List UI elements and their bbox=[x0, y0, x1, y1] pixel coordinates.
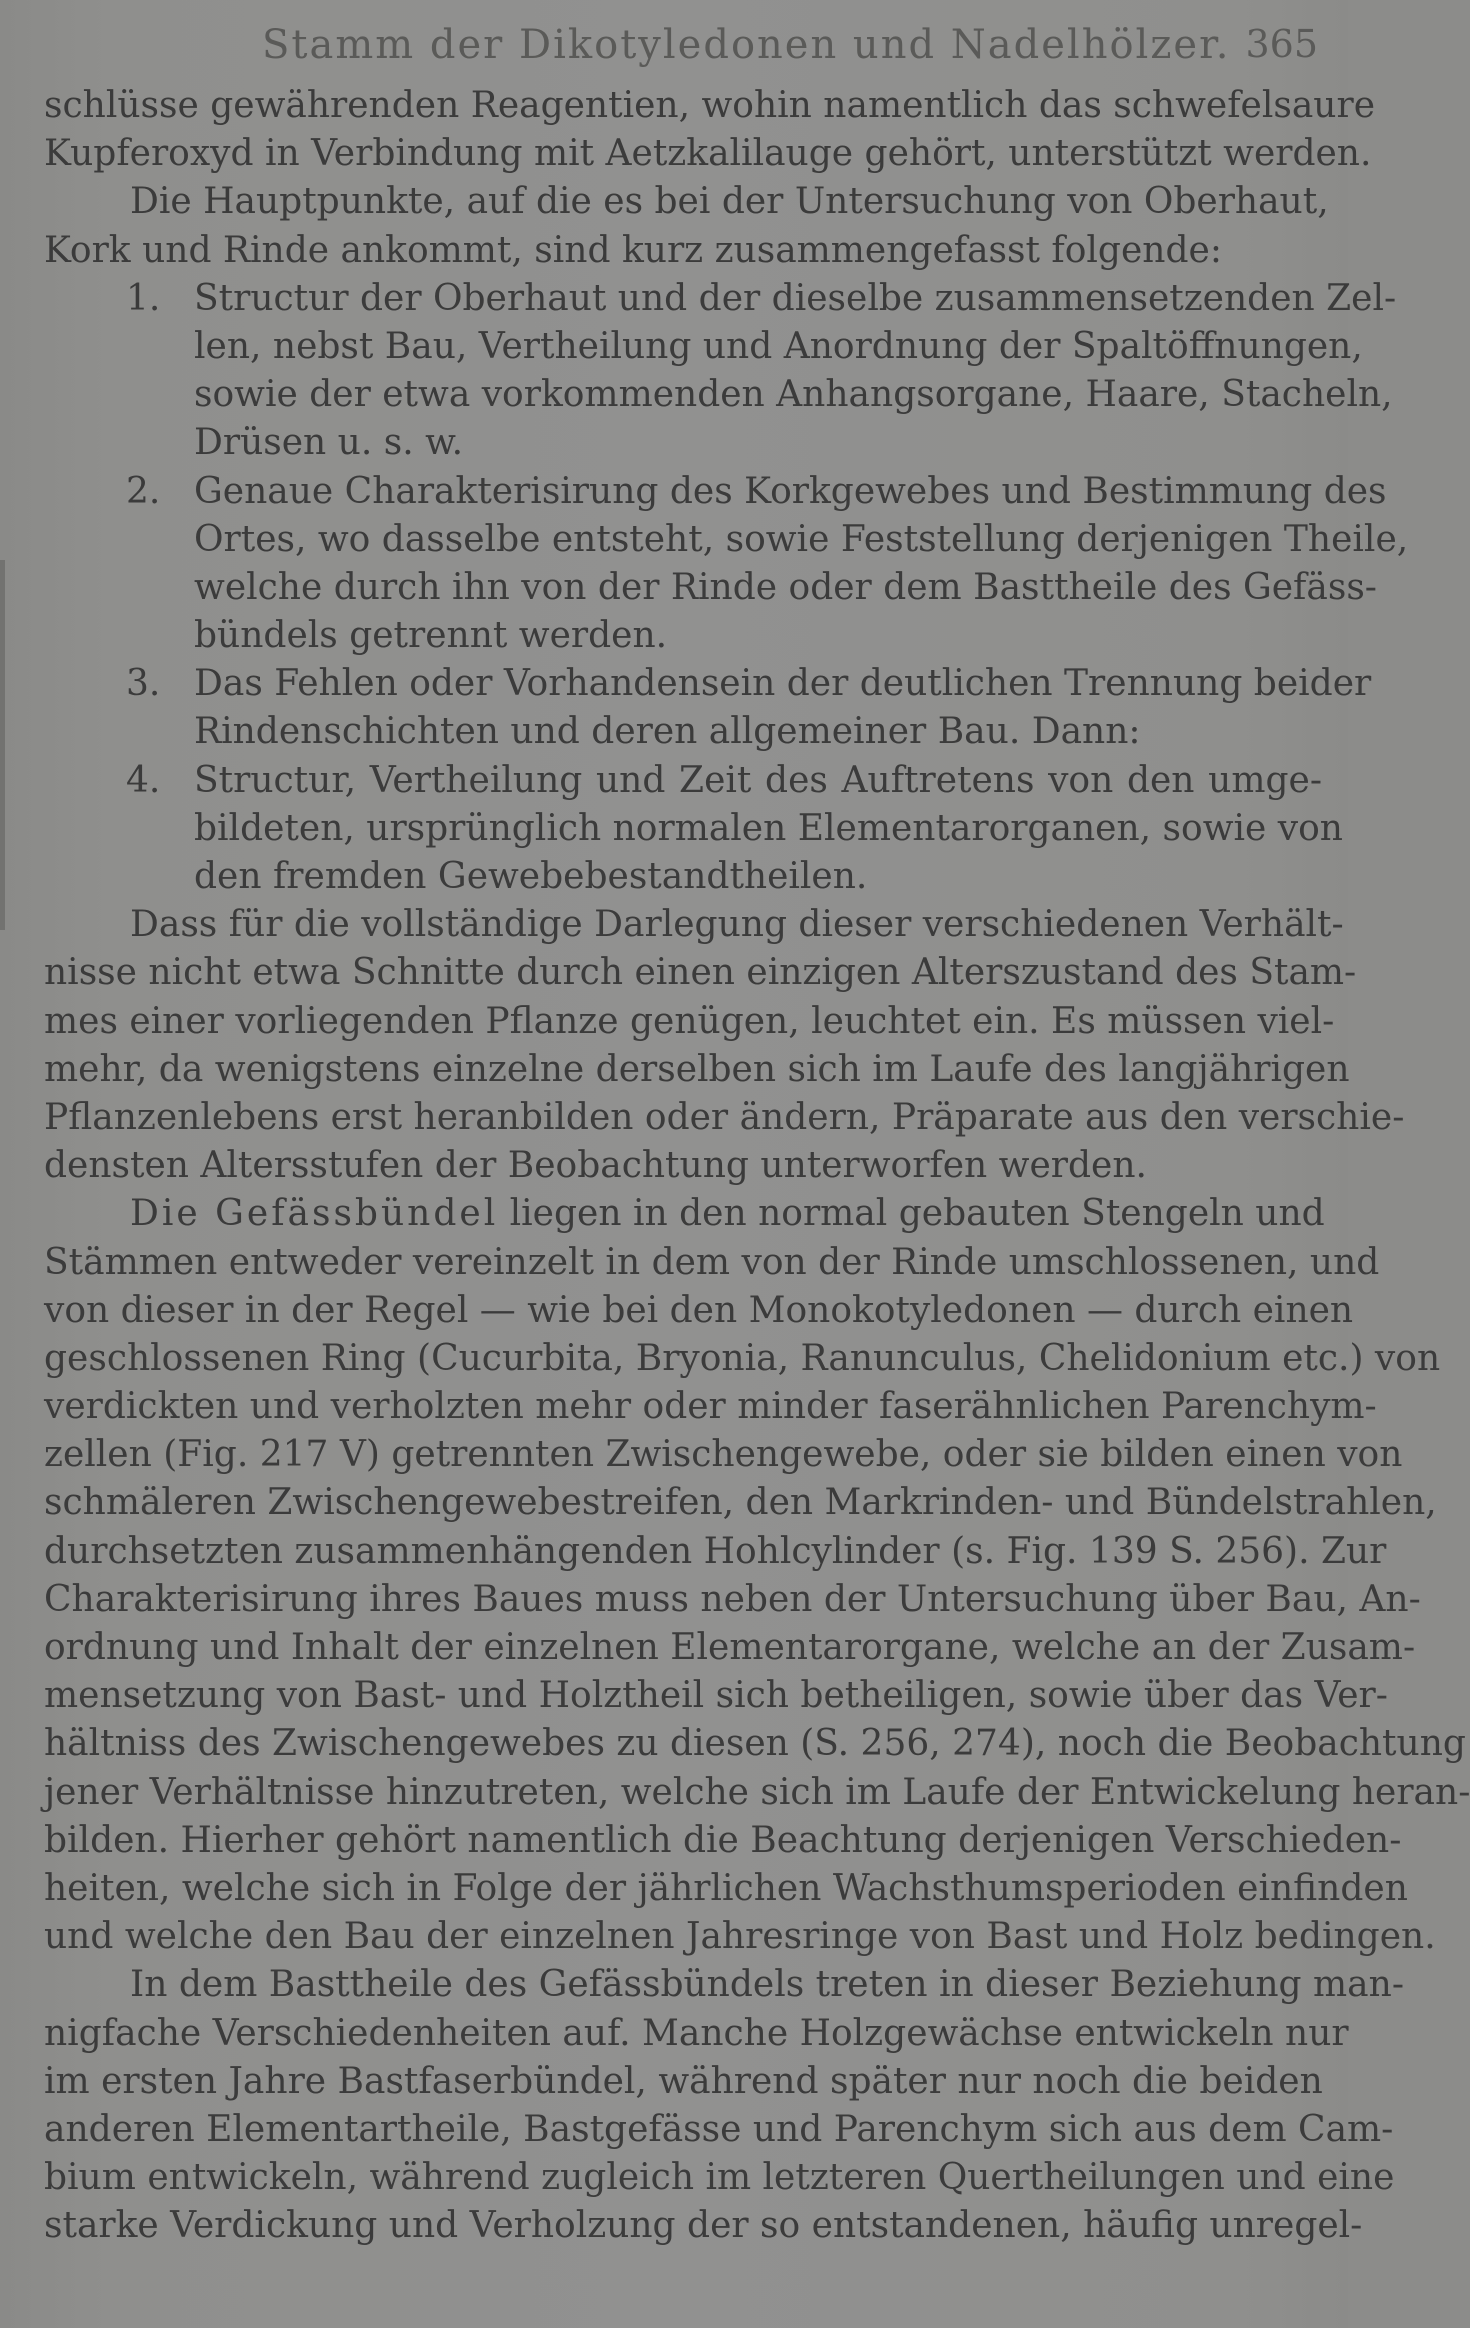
list-item bbox=[44, 757, 1343, 902]
list-item bbox=[44, 660, 1372, 756]
text-line: den fremden Gewebebestandtheilen. bbox=[194, 856, 868, 897]
list-item-number: 1. bbox=[126, 277, 161, 319]
emphasized-term: Die Gefässbündel bbox=[130, 1193, 499, 1235]
body-text bbox=[44, 82, 1470, 2250]
text-line: Die Hauptpunkte, auf die es bei der Untersuchung von Oberhaut, bbox=[130, 181, 1329, 223]
text-line: mehr, da wenigstens einzelne derselben sich im Laufe des langjährigen bbox=[44, 1048, 1350, 1090]
text-line: Charakterisirung ihres Baues muss neben der Untersuchung über Bau, An- bbox=[44, 1578, 1421, 1620]
text-line: und welche den Bau der einzelnen Jahresringe von Bast und Holz bedingen. bbox=[44, 1916, 1436, 1958]
text-line: len, nebst Bau, Vertheilung und Anordnung der Spaltöffnungen, bbox=[194, 325, 1363, 367]
text-line: hältniss des Zwischengewebes zu diesen (S. 256, 274), noch die Beobachtung bbox=[44, 1723, 1466, 1765]
paragraph bbox=[44, 1961, 1404, 2250]
text-line: im ersten Jahre Bastfaserbündel, während später nur noch die beiden bbox=[44, 2060, 1323, 2102]
text-line: durchsetzten zusammenhängenden Hohlcylinder (s. Fig. 139 S. 256). Zur bbox=[44, 1530, 1387, 1572]
text-line: von dieser in der Regel — wie bei den Monokotyledonen — durch einen bbox=[44, 1289, 1354, 1331]
text-line: Ortes, wo dasselbe entsteht, sowie Feststellung derjenigen Theile, bbox=[194, 518, 1409, 560]
text-line: sowie der etwa vorkommenden Anhangsorgane, Haare, Stacheln, bbox=[194, 374, 1393, 416]
text-line: ordnung und Inhalt der einzelnen Elementarorgane, welche an der Zusam- bbox=[44, 1627, 1416, 1668]
text-line: mensetzung von Bast- und Holztheil sich betheiligen, sowie über das Ver- bbox=[44, 1675, 1388, 1717]
text-line: bium entwickeln, während zugleich im letzteren Quertheilungen und eine bbox=[44, 2157, 1395, 2199]
text-line: Kupferoxyd in Verbindung mit Aetzkalilauge gehört, unterstützt werden. bbox=[44, 133, 1372, 175]
text-line: jener Verhältnisse hinzutreten, welche sich im Laufe der Entwickelung heran- bbox=[44, 1771, 1470, 1813]
paragraph bbox=[44, 901, 1405, 1190]
text-line: heiten, welche sich in Folge der jährlichen Wachsthumsperioden einfinden bbox=[44, 1867, 1408, 1909]
text-line: nigfache Verschiedenheiten auf. Manche Holzgewächse entwickeln nur bbox=[44, 2012, 1349, 2054]
text-line: zellen (Fig. 217 V) getrennten Zwischengewebe, oder sie bilden einen von bbox=[44, 1434, 1403, 1476]
text-line: Kork und Rinde ankommt, sind kurz zusammengefasst folgende: bbox=[44, 229, 1222, 271]
text-line: mes einer vorliegenden Pflanze genügen, leuchtet ein. Es müssen viel- bbox=[44, 1000, 1335, 1042]
text-line: 1. Structur der Oberhaut und der dieselbe zusammensetzenden Zel- bbox=[44, 275, 1322, 323]
text-line: schmäleren Zwischengewebestreifen, den Markrinden- und Bündelstrahlen, bbox=[44, 1482, 1437, 1524]
text-line: In dem Basttheile des Gefässbündels treten in dieser Beziehung man- bbox=[130, 1964, 1404, 2006]
text-line: Drüsen u. s. w. bbox=[194, 422, 464, 464]
paragraph bbox=[44, 1190, 1470, 1961]
text-line: anderen Elementartheile, Bastgefässe und Parenchym sich aus dem Cam- bbox=[44, 2108, 1394, 2150]
text-line: Stämmen entweder vereinzelt in dem von der Rinde umschlossenen, und bbox=[44, 1241, 1380, 1283]
text-line: geschlossenen Ring (Cucurbita, Bryonia, Ranunculus, Chelidonium etc.) von bbox=[44, 1337, 1441, 1379]
text-line: nisse nicht etwa Schnitte durch einen einzigen Alterszustand des Stam- bbox=[44, 952, 1357, 994]
page-header bbox=[0, 18, 1348, 78]
list-item bbox=[44, 468, 1409, 661]
list-item-number: 4. bbox=[126, 759, 161, 801]
text-line: bündels getrennt werden. bbox=[194, 615, 668, 657]
paragraph bbox=[44, 178, 1329, 274]
text-line: bildeten, ursprünglich normalen Elementarorganen, sowie von bbox=[194, 807, 1343, 849]
text-line: verdickten und verholzten mehr oder minder faserähnlichen Parenchym- bbox=[44, 1386, 1377, 1428]
text-line: schlüsse gewährenden Reagentien, wohin namentlich das schwefelsaure bbox=[44, 85, 1375, 126]
text-line: welche durch ihn von der Rinde oder dem Basttheile des Gefäss- bbox=[194, 566, 1377, 608]
running-title: Stamm der Dikotyledonen und Nadelhölzer. bbox=[262, 22, 1231, 68]
text-line: Dass für die vollständige Darlegung dieser verschiedenen Verhält- bbox=[130, 904, 1344, 946]
page-number: 365 bbox=[1245, 22, 1318, 66]
list-item-number: 2. bbox=[126, 470, 161, 512]
numbered-list bbox=[44, 275, 1409, 901]
list-item-number: 3. bbox=[126, 663, 161, 705]
paragraph bbox=[44, 82, 1375, 178]
text-line: 2. Genaue Charakterisirung des Korkgewebes und Bestimmung des bbox=[44, 468, 1322, 516]
text-line: bilden. Hierher gehört namentlich die Beachtung derjenigen Verschieden- bbox=[44, 1819, 1402, 1861]
text-line: starke Verdickung und Verholzung der so entstandenen, häufig unregel- bbox=[44, 2205, 1363, 2247]
text-line: Die Gefässbündel liegen in den normal gebauten Stengeln und bbox=[130, 1193, 1325, 1235]
text-line: densten Altersstufen der Beobachtung unterworfen werden. bbox=[44, 1145, 1147, 1187]
text-line: 4. Structur, Vertheilung und Zeit des Auftretens von den umge- bbox=[44, 757, 1322, 805]
page-edge-shadow bbox=[0, 560, 5, 930]
text-line: Pflanzenlebens erst heranbilden oder ändern, Präparate aus den verschie- bbox=[44, 1096, 1405, 1138]
text-line: Rindenschichten und deren allgemeiner Bau. Dann: bbox=[194, 711, 1141, 753]
text-line: 3. Das Fehlen oder Vorhandensein der deutlichen Trennung beider bbox=[44, 660, 1322, 708]
list-item bbox=[44, 275, 1397, 468]
